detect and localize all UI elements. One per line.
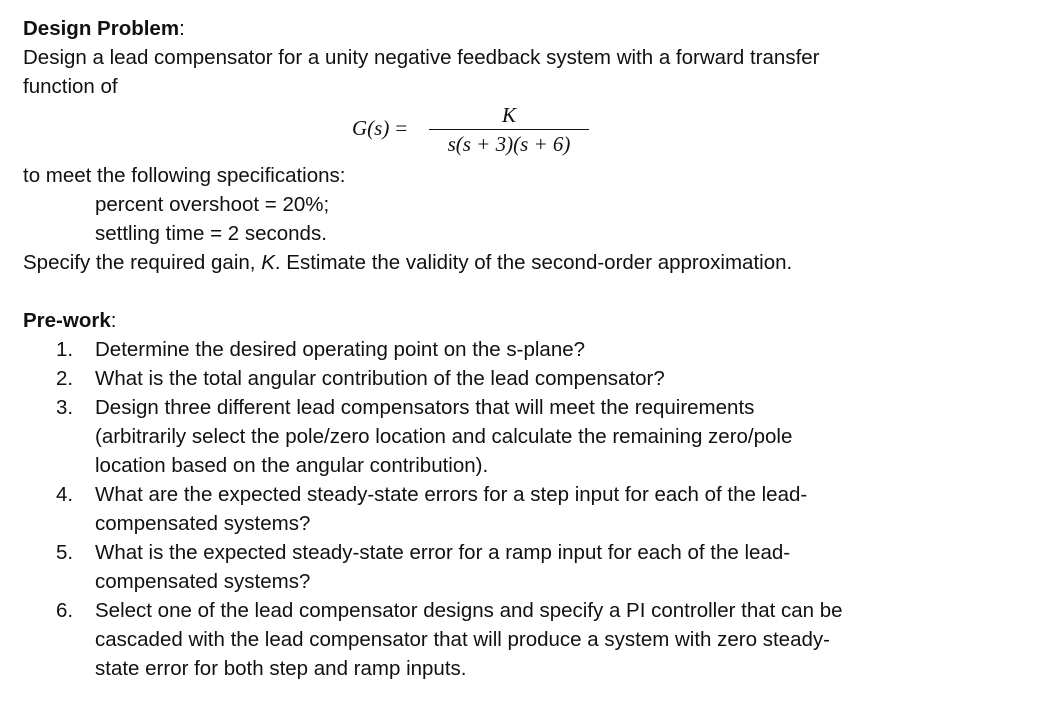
list-item-number: 5.	[56, 541, 74, 564]
list-item-number: 2.	[56, 367, 74, 390]
design-problem-heading-colon: :	[179, 17, 185, 40]
list-item-number: 6.	[56, 599, 74, 622]
equation-denominator: s(s + 3)(s + 6)	[447, 132, 571, 156]
specs-closing-var: K	[261, 251, 275, 274]
equation-equals: =	[395, 116, 408, 140]
list-item	[23, 538, 1023, 596]
list-item-line: location based on the angular contribution).	[95, 454, 489, 477]
design-problem-heading: Design Problem	[23, 17, 180, 40]
list-item-line: What are the expected steady-state errors for a step input for each of the lead-	[95, 483, 808, 506]
equation-lhs	[352, 114, 407, 143]
list-item-line: (arbitrarily select the pole/zero location and calculate the remaining zero/pole	[95, 425, 793, 448]
list-item-number: 4.	[56, 483, 74, 506]
prework-list	[23, 335, 1023, 683]
intro-line-1: Design a lead compensator for a unity negative feedback system with a forward transfer	[23, 46, 820, 69]
specs-closing-prefix: Specify the required gain,	[23, 251, 262, 274]
list-item-line: What is the expected steady-state error for a ramp input for each of the lead-	[95, 541, 791, 564]
prework-heading: Pre-work	[23, 309, 111, 332]
list-item-line: compensated systems?	[95, 570, 311, 593]
spec-item-settling-time: settling time = 2 seconds.	[95, 222, 327, 245]
list-item-line: Design three different lead compensators that will meet the requirements	[95, 396, 755, 419]
intro-line-2: function of	[23, 75, 118, 98]
list-item-line: cascaded with the lead compensator that will produce a system with zero steady-	[95, 628, 830, 651]
transfer-function-equation	[23, 101, 1023, 161]
equation-numerator: K	[501, 103, 516, 127]
section-spacer	[23, 277, 1023, 306]
spec-item-overshoot: percent overshoot = 20%;	[95, 193, 330, 216]
list-item-number: 1.	[56, 338, 74, 361]
specs-closing-suffix: . Estimate the validity of the second-order approximation.	[274, 251, 793, 274]
list-item-line: Select one of the lead compensator designs and specify a PI controller that can be	[95, 599, 843, 622]
specs-lead: to meet the following specifications:	[23, 164, 346, 187]
prework-heading-line	[23, 306, 1023, 335]
prework-heading-colon: :	[110, 309, 117, 332]
document	[23, 14, 1023, 683]
list-item-number: 3.	[56, 396, 74, 419]
equation-lhs-symbol: G(s)	[352, 116, 390, 140]
list-item	[23, 480, 1023, 538]
design-problem-heading-line	[23, 14, 1023, 43]
equation-fraction	[429, 101, 589, 158]
list-item-line: Determine the desired operating point on the s-plane?	[95, 338, 586, 361]
list-item	[23, 596, 1023, 683]
list-item	[23, 393, 1023, 480]
specs-closing	[23, 248, 1023, 277]
list-item-line: compensated systems?	[95, 512, 311, 535]
list-item-line: What is the total angular contribution of the lead compensator?	[95, 367, 665, 390]
list-item-line: state error for both step and ramp inputs.	[95, 657, 467, 680]
list-item	[23, 335, 1023, 364]
list-item	[23, 364, 1023, 393]
